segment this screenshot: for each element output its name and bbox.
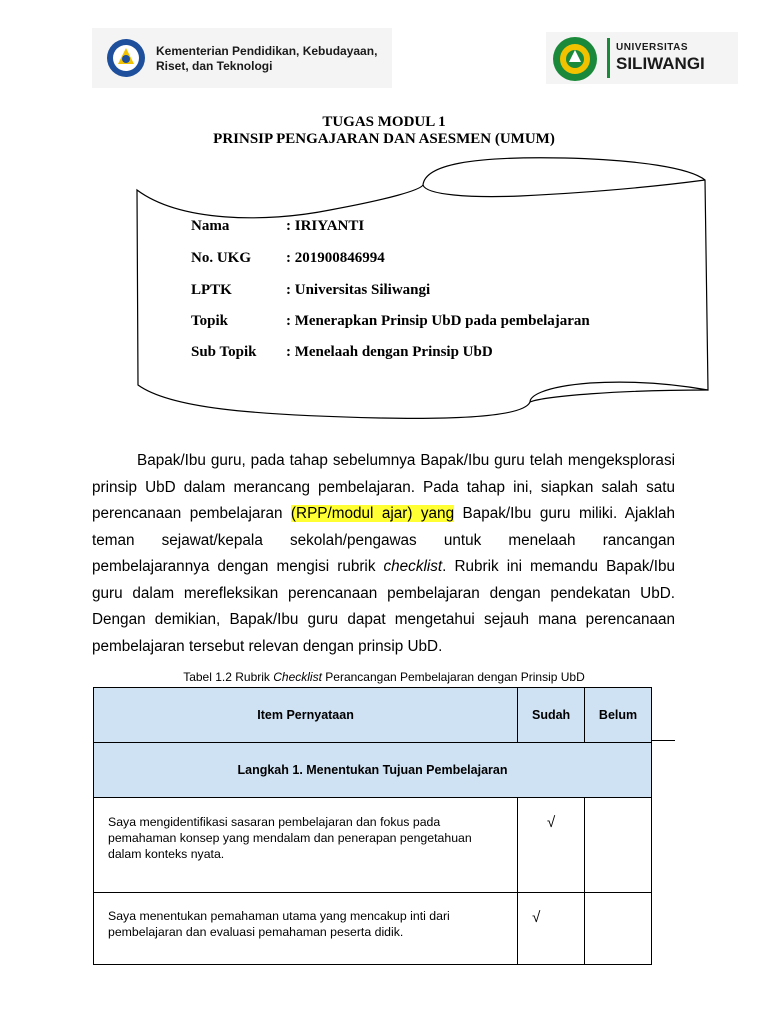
belum-check-cell[interactable] <box>585 893 652 965</box>
paragraph-text: Bapak/Ibu guru, pada tahap sebelumnya Bapak/Ibu guru telah mengeksplorasi prinsip UbD dalam merancang pembelajaran. Pada tahap ini, siapkan salah satu perencanaan pembelajaran <box>92 452 675 522</box>
identity-label: Sub Topik <box>191 344 257 360</box>
university-small-label: UNIVERSITAS <box>616 42 688 53</box>
identity-label: No. UKG <box>191 250 251 266</box>
university-name: SILIWANGI <box>616 54 705 73</box>
ministry-line2: Riset, dan Teknologi <box>156 59 273 73</box>
table-row <box>94 798 652 893</box>
table-header-row <box>94 688 652 743</box>
rubric-table <box>93 687 652 965</box>
caption-italic: Checklist <box>273 670 322 684</box>
belum-check-cell[interactable] <box>585 798 652 893</box>
italic-term: checklist <box>383 558 443 575</box>
identity-value: : Menerapkan Prinsip UbD pada pembelajaran <box>286 313 590 329</box>
sudah-check-cell[interactable]: √ <box>518 893 585 965</box>
statement-cell: Saya mengidentifikasi sasaran pembelajaran dan fokus pada pemahaman konsep yang mendalam dan penerapan pengetahuan dalam konteks nyata. <box>94 798 518 893</box>
scroll-frame <box>0 0 768 440</box>
step-row <box>94 743 652 798</box>
identity-value: : Universitas Siliwangi <box>286 282 431 298</box>
column-header-belum: Belum <box>585 688 652 743</box>
identity-label: Topik <box>191 313 228 329</box>
document-title: TUGAS MODUL 1 <box>322 114 446 130</box>
identity-value: : IRIYANTI <box>286 218 365 234</box>
table-row <box>94 893 652 965</box>
paragraph-text: . Rubrik ini memandu Bapak/Ibu guru dalam merefleksikan perencanaan pembelajaran dengan pendekatan UbD. Dengan demikian, Bapak/Ibu guru dapat mengetahui sejauh mana perencanaan pembelajaran tersebut relevan dengan prinsip UbD. <box>92 558 675 655</box>
column-header-sudah: Sudah <box>518 688 585 743</box>
instruction-paragraph <box>92 448 675 660</box>
paragraph-text: Bapak/Ibu guru miliki. Ajaklah teman sejawat/kepala sekolah/pengawas untuk menelaah rancangan pembelajarannya dengan mengisi rubrik <box>92 505 675 575</box>
highlighted-text: (RPP/modul ajar) yang <box>290 505 455 522</box>
column-header-item: Item Pernyataan <box>94 688 518 743</box>
caption-prefix: Tabel 1.2 Rubrik <box>183 670 274 684</box>
sudah-check-cell[interactable]: √ <box>518 798 585 893</box>
table-caption <box>0 670 768 684</box>
caption-suffix: Perancangan Pembelajaran dengan Prinsip UbD <box>321 670 585 684</box>
statement-cell: Saya menentukan pemahaman utama yang mencakup inti dari pembelajaran dan evaluasi pemahaman peserta didik. <box>94 893 518 965</box>
identity-label: LPTK <box>191 282 232 298</box>
table-border-extension <box>652 740 675 741</box>
document-subtitle: PRINSIP PENGAJARAN DAN ASESMEN (UMUM) <box>213 131 555 147</box>
identity-value: : 201900846994 <box>286 250 385 266</box>
step-heading: Langkah 1. Menentukan Tujuan Pembelajaran <box>94 743 652 798</box>
identity-label: Nama <box>191 218 230 234</box>
identity-value: : Menelaah dengan Prinsip UbD <box>286 344 493 360</box>
ministry-line1: Kementerian Pendidikan, Kebudayaan, <box>156 44 378 58</box>
